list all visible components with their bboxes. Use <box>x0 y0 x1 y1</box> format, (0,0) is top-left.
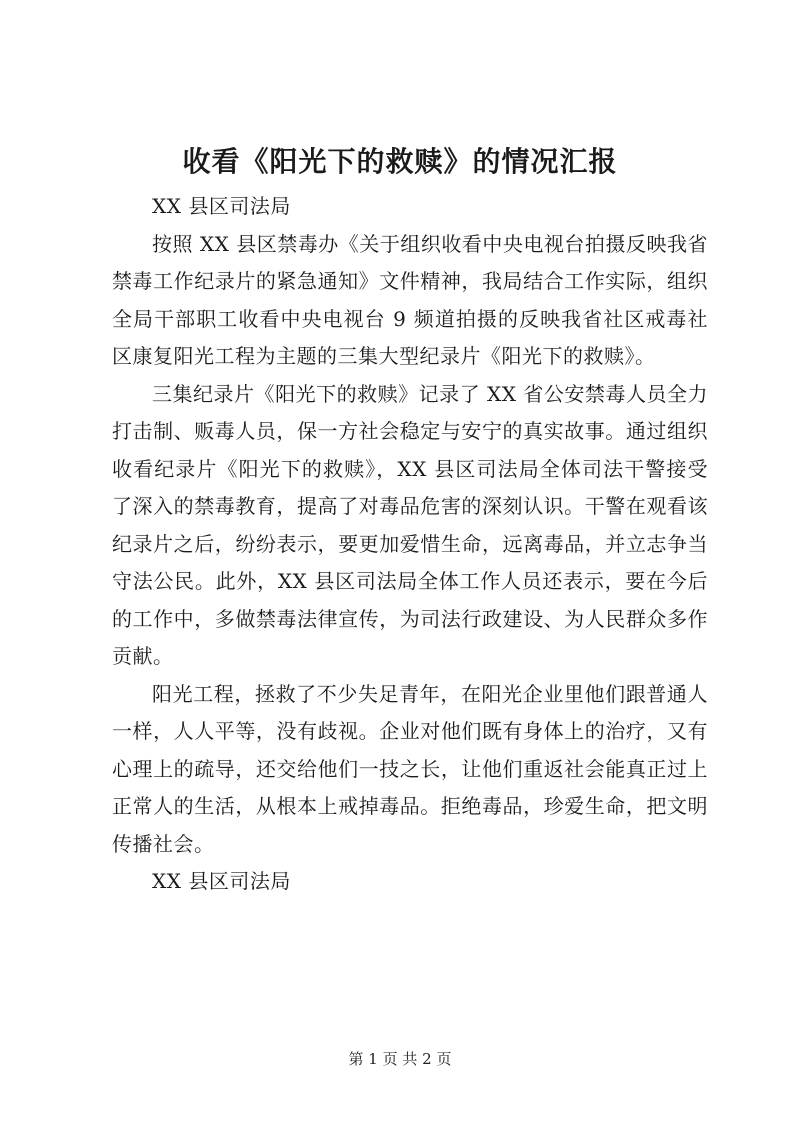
paragraph-1: 按照 XX 县区禁毒办《关于组织收看中央电视台拍摄反映我省禁毒工作纪录片的紧急通知》文件精神，我局结合工作实际，组织全局干部职工收看中央电视台 9 频道拍摄的反映我省社区戒毒社区康复阳光工程为主题的三集大型纪录片《阳光下的救赎》。 <box>112 231 708 368</box>
paragraph-2: 三集纪录片《阳光下的救赎》记录了 XX 省公安禁毒人员全力打击制、贩毒人员，保一方社会稳定与安宁的真实故事。通过组织收看纪录片《阳光下的救赎》，XX 县区司法局全体司法干警接受了深入的禁毒教育，提高了对毒品危害的深刻认识。干警在观看该纪录片之后，纷纷表示，要更加爱惜生命，远离毒品，并立志争当守法公民。此外，XX 县区司法局全体工作人员还表示，要在今后的工作中，多做禁毒法律宣传，为司法行政建设、为人民群众多作贡献。 <box>112 381 708 668</box>
document-title: 收看《阳光下的救赎》的情况汇报 <box>182 145 618 178</box>
author-line: XX 县区司法局 <box>152 194 291 218</box>
paragraph-3: 阳光工程，拯救了不少失足青年，在阳光企业里他们跟普通人一样，人人平等，没有歧视。企业对他们既有身体上的治疗，又有心理上的疏导，还交给他们一技之长，让他们重返社会能真正过上正常人的生活，从根本上戒掉毒品。拒绝毒品，珍爱生命，把文明传播社会。 <box>112 681 708 856</box>
page-footer: 第 1 页 共 2 页 <box>348 1050 452 1068</box>
signature-line: XX 县区司法局 <box>152 869 291 893</box>
document-body <box>112 188 708 901</box>
